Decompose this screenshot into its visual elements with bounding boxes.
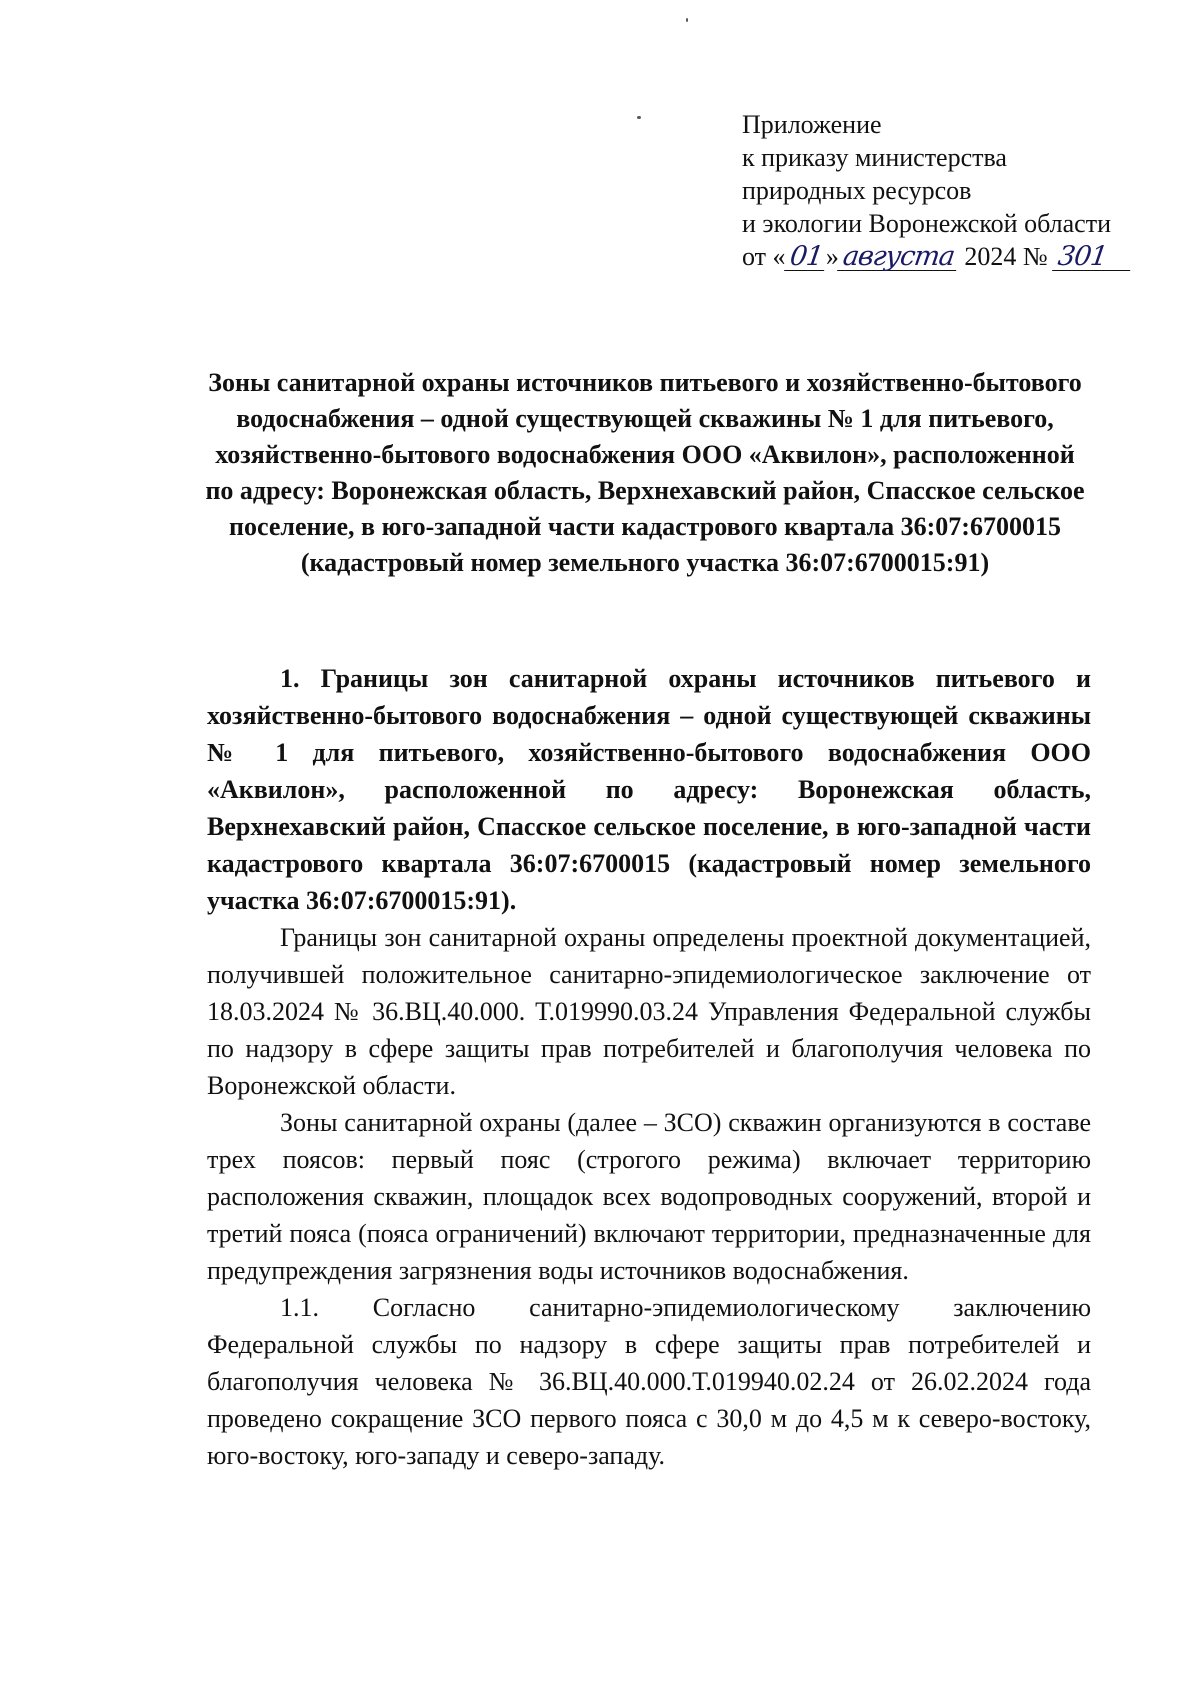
order-date-line xyxy=(742,240,1182,273)
document-body xyxy=(207,660,1091,1474)
handwritten-month: августа xyxy=(837,244,960,271)
document-title: Зоны санитарной охраны источников питьевого и хозяйственно-бытового водоснабжения – одной существующей скважины № 1 для питьевого, хозяйственно-бытового водоснабжения ООО «Аквилон», расположенной по адресу: Воронежская область, Верхнехавский район, Спасское сельское поселение, в юго-западной части кадастрового квартала 36:07:6700015 (кадастровый номер земельного участка 36:07:6700015:91) xyxy=(205,368,1085,577)
handwritten-day: 01 xyxy=(784,244,828,271)
appendix-title: Приложение xyxy=(742,110,882,139)
scan-speck xyxy=(637,116,641,119)
section-heading: 1. Границы зон санитарной охраны источников питьевого и хозяйственно-бытового водоснабжения – одной существующей скважины № 1 для питьевого, хозяйственно-бытового водоснабжения ООО «Аквилон», расположенной по адресу: Воронежская область, Верхнехавский район, Спасское сельское поселение, в юго-западной части кадастрового квартала 36:07:6700015 (кадастровый номер земельного участка 36:07:6700015:91). xyxy=(207,664,1091,915)
appendix-line: природных ресурсов xyxy=(742,176,972,205)
appendix-block xyxy=(742,108,1182,273)
body-paragraph: Зоны санитарной охраны (далее – ЗСО) скважин организуются в составе трех поясов: первый пояс (строгого режима) включает территорию расположения скважин, площадок всех водопроводных сооружений, второй и третий пояса (пояса ограничений) включают территории, предназначенные для предупреждения загрязнения воды источников водоснабжения. xyxy=(207,1108,1091,1285)
appendix-line: и экологии Воронежской области xyxy=(742,209,1111,238)
appendix-line: к приказу министерства xyxy=(742,143,1007,172)
handwritten-order-number: 301 xyxy=(1052,244,1134,271)
body-paragraph: 1.1. Согласно санитарно-эпидемиологическому заключению Федеральной службы по надзору в сфере защиты прав потребителей и благополучия человека № 36.ВЦ.40.000.Т.019940.02.24 от 26.02.2024 года проведено сокращение ЗСО первого пояса с 30,0 м до 4,5 м к северо-востоку, юго-востоку, юго-западу и северо-западу. xyxy=(207,1293,1091,1470)
date-mid: » xyxy=(825,242,839,271)
body-paragraph: Границы зон санитарной охраны определены проектной документацией, получившей положительное санитарно-эпидемиологическое заключение от 18.03.2024 № 36.ВЦ.40.000. Т.019990.03.24 Управления Федеральной службы по надзору в сфере защиты прав потребителей и благополучия человека по Воронежской области. xyxy=(207,923,1091,1100)
date-prefix: от « xyxy=(742,242,786,271)
scan-speck xyxy=(686,18,688,22)
date-year: 2024 № xyxy=(957,242,1055,271)
